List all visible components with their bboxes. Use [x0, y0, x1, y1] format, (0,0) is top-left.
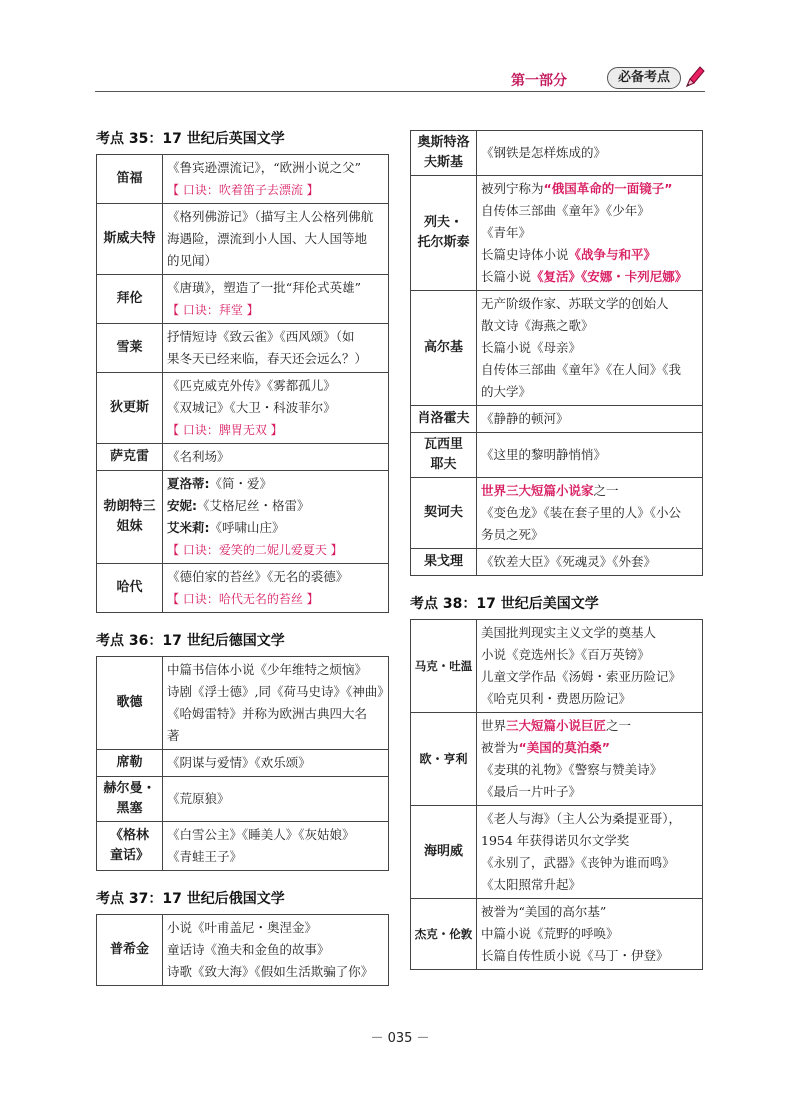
table-row [411, 620, 703, 713]
author-name: 果戈理 [411, 549, 477, 576]
author-name-part: 夫斯基 [423, 155, 463, 170]
text-plain: 之一 [593, 483, 619, 498]
work-line: 《德伯家的苔丝》《无名的裘德》 [167, 569, 349, 584]
table-row [411, 131, 703, 176]
author-name: 狄更斯 [97, 373, 163, 444]
work-line: 《哈姆雷特》并称为欧洲古典四大名 [167, 706, 368, 721]
part-label: 第一部分 [511, 73, 567, 89]
work-line: 的大学》 [481, 384, 532, 399]
author-works [477, 713, 703, 806]
table-row [97, 777, 389, 822]
work-line: 自传体三部曲《童年》《在人间》《我 [481, 362, 682, 377]
author-name: 高尔基 [411, 291, 477, 406]
author-name [97, 777, 163, 822]
section-38-title: 考点 38：17 世纪后美国文学 [410, 596, 599, 612]
table-row [411, 406, 703, 433]
mnemonic: 【 口诀：拜堂 】 [167, 303, 259, 317]
author-name: 笛福 [97, 155, 163, 204]
work-line: 《哈克贝利・费恩历险记》 [481, 691, 632, 706]
author-works [477, 620, 703, 713]
table-row [97, 324, 389, 373]
work-line: 儿童文学作品《汤姆・索亚历险记》 [481, 669, 682, 684]
work-line: 《老人与海》（主人公为桑提亚哥）， [481, 811, 682, 826]
text-plain: 世界 [481, 718, 507, 733]
work-line [167, 517, 385, 539]
work-title: 《呼啸山庄》 [209, 520, 285, 535]
author-name-part: 列夫・ [423, 215, 463, 230]
text-highlight: 三大短篇小说巨匠 [506, 718, 607, 733]
author-name-part: 赫尔曼・ [103, 781, 156, 796]
work-line [167, 495, 385, 517]
table-row [97, 564, 389, 613]
work-line: 《钦差大臣》《死魂灵》《外套》 [481, 554, 657, 569]
work-line: 抒情短诗《致云雀》《西风颂》（如 [167, 329, 355, 344]
table-row [97, 657, 389, 750]
left-column [96, 128, 389, 986]
section-tag: 必备考点 [607, 67, 681, 89]
author-name: 杰克・伦敦 [411, 899, 477, 970]
work-line: 1954 年获得诺贝尔文学奖 [481, 833, 630, 848]
author-works [477, 899, 703, 970]
table-row [97, 204, 389, 275]
work-line: 散文诗《海燕之歌》 [481, 318, 594, 333]
work-line: 的见闻） [167, 253, 218, 268]
author-name: 萨克雷 [97, 444, 163, 471]
work-line: 《荒原狼》 [167, 791, 230, 806]
work-title: 《艾格尼丝・格雷》 [197, 498, 310, 513]
author-name [411, 176, 477, 291]
table-row [97, 822, 389, 871]
table-row [97, 750, 389, 777]
author-works [163, 471, 389, 564]
author-works [163, 275, 389, 324]
author-works [163, 657, 389, 750]
table-row [411, 433, 703, 478]
table-row [411, 478, 703, 549]
author-name: 拜伦 [97, 275, 163, 324]
table-row [97, 373, 389, 444]
author-works [163, 444, 389, 471]
author-name: 雪莱 [97, 324, 163, 373]
table-row [97, 155, 389, 204]
pencil-icon [683, 64, 705, 90]
author-works [163, 564, 389, 613]
author-works [163, 777, 389, 822]
author-name-part: 瓦西里 [423, 437, 463, 452]
table-row [97, 444, 389, 471]
page-header [95, 64, 705, 94]
russian-literature-table-left [96, 914, 389, 986]
work-line [481, 715, 699, 737]
header-rule [95, 91, 705, 92]
work-line: 《匹克威克外传》《雾都孤儿》 [167, 378, 336, 393]
author-name: 契诃夫 [411, 478, 477, 549]
work-line: 《最后一片叶子》 [481, 784, 582, 799]
work-title: 《简・爱》 [209, 476, 273, 491]
table-row [411, 899, 703, 970]
work-line: 长篇自传性质小说《马丁・伊登》 [481, 948, 669, 963]
work-line: 《双城记》《大卫・科波菲尔》 [167, 400, 336, 415]
work-line: 无产阶级作家、苏联文学的创始人 [481, 296, 669, 311]
author-works [477, 478, 703, 549]
table-row [411, 549, 703, 576]
author-works [163, 155, 389, 204]
text-plain: 长篇小说 [481, 269, 532, 284]
mnemonic: 【 口诀：爱笑的二妮儿爱夏天 】 [167, 543, 343, 557]
author-name [411, 433, 477, 478]
work-line [481, 480, 699, 502]
author-name: 马克・吐温 [411, 620, 477, 713]
sister-name: 安妮: [167, 498, 197, 513]
sister-name: 艾米莉: [167, 520, 210, 535]
work-line: 果冬天已经来临，春天还会远么？） [167, 351, 368, 366]
author-name: 欧・亨利 [411, 713, 477, 806]
author-works [163, 373, 389, 444]
text-highlight: 世界三大短篇小说家 [481, 483, 594, 498]
work-line: 《唐璜》，塑造了一批“拜伦式英雄” [167, 280, 362, 295]
right-column [410, 130, 703, 970]
work-line: 中篇书信体小说《少年维特之烦恼》 [167, 662, 368, 677]
work-line: 《阴谋与爱情》《欢乐颂》 [167, 755, 311, 770]
table-row [411, 806, 703, 899]
work-line: 著 [167, 728, 180, 743]
author-name: 海明威 [411, 806, 477, 899]
author-name: 斯威夫特 [97, 204, 163, 275]
section-36-title: 考点 36：17 世纪后德国文学 [96, 633, 285, 649]
work-line: 小说《竞选州长》《百万英镑》 [481, 647, 650, 662]
work-line [481, 244, 699, 266]
work-line: 小说《叶甫盖尼・奥涅金》 [167, 920, 318, 935]
work-line [167, 473, 385, 495]
sister-name: 夏洛蒂: [167, 476, 210, 491]
author-name: 肖洛霍夫 [411, 406, 477, 433]
work-line: 《名利场》 [167, 449, 230, 464]
author-works [477, 549, 703, 576]
text-plain: 之一 [606, 718, 632, 733]
author-works [163, 822, 389, 871]
author-name-part: 耶夫 [430, 457, 457, 472]
work-line: 《鲁宾逊漂流记》，“欧洲小说之父” [167, 160, 362, 175]
author-name-part: 托尔斯泰 [417, 235, 470, 250]
author-works [477, 291, 703, 406]
text-plain: 长篇史诗体小说 [481, 247, 569, 262]
text-highlight: 《复活》《安娜・卡列尼娜》 [531, 269, 688, 284]
text-plain: 被誉为 [481, 740, 519, 755]
table-row [97, 915, 389, 986]
table-row [97, 471, 389, 564]
author-name: 哈代 [97, 564, 163, 613]
table-row [97, 275, 389, 324]
author-name [411, 131, 477, 176]
text-highlight: 《战争与和平》 [568, 247, 657, 262]
text-plain: 被列宁称为 [481, 181, 544, 196]
work-line: 童话诗《渔夫和金鱼的故事》 [167, 942, 330, 957]
text-highlight: “俄国革命的一面镜子” [543, 181, 673, 196]
author-name-part: 奥斯特洛 [417, 135, 470, 150]
work-line: 务员之死》 [481, 527, 544, 542]
work-line: 诗剧《浮士德》,同《荷马史诗》《神曲》 [167, 684, 390, 699]
author-name-part: 童话》 [109, 848, 149, 863]
author-works [477, 131, 703, 176]
table-row [411, 713, 703, 806]
work-line: 《静静的顿河》 [481, 411, 569, 426]
author-name [97, 471, 163, 564]
work-line: 《白雪公主》《睡美人》《灰姑娘》 [167, 827, 355, 842]
work-line: 《麦琪的礼物》《警察与赞美诗》 [481, 762, 663, 777]
work-line: 《这里的黎明静悄悄》 [481, 447, 607, 462]
russian-literature-table-right [410, 130, 703, 576]
work-line: 《青蛙王子》 [167, 849, 243, 864]
work-line [481, 737, 699, 759]
work-line: 被誉为“美国的高尔基” [481, 904, 607, 919]
work-line: 美国批判现实主义文学的奠基人 [481, 625, 657, 640]
author-name-part: 姐妹 [116, 519, 143, 534]
author-name-part: 勃朗特三 [103, 499, 156, 514]
work-line: 《太阳照常升起》 [481, 877, 582, 892]
author-name: 普希金 [97, 915, 163, 986]
author-name [97, 822, 163, 871]
german-literature-table [96, 656, 389, 871]
table-row [411, 176, 703, 291]
section-37-title: 考点 37：17 世纪后俄国文学 [96, 891, 285, 907]
mnemonic: 【 口诀：脾胃无双 】 [167, 423, 283, 437]
work-line: 中篇小说《荒野的呼唤》 [481, 926, 619, 941]
author-works [163, 915, 389, 986]
mnemonic: 【 口诀：哈代无名的苔丝 】 [167, 592, 319, 606]
author-works [477, 806, 703, 899]
table-row [411, 291, 703, 406]
author-name: 席勒 [97, 750, 163, 777]
work-line [481, 266, 699, 288]
author-works [477, 406, 703, 433]
us-literature-table [410, 619, 703, 970]
work-line: 自传体三部曲《童年》《少年》 [481, 203, 650, 218]
work-line: 《青年》 [481, 225, 532, 240]
author-works [477, 433, 703, 478]
work-line: 海遇险，漂流到小人国、大人国等地 [167, 231, 368, 246]
uk-literature-table [96, 154, 389, 613]
section-35-title: 考点 35：17 世纪后英国文学 [96, 131, 285, 147]
author-name-part: 《格林 [109, 828, 149, 843]
work-line: 《钢铁是怎样炼成的》 [481, 145, 607, 160]
work-line: 诗歌《致大海》《假如生活欺骗了你》 [167, 964, 374, 979]
work-line [481, 178, 699, 200]
mnemonic: 【 口诀：吹着笛子去漂流 】 [167, 183, 319, 197]
work-line: 《格列佛游记》（描写主人公格列佛航 [167, 209, 374, 224]
author-name: 歌德 [97, 657, 163, 750]
author-works [163, 324, 389, 373]
author-name-part: 黑塞 [116, 801, 143, 816]
work-line: 《变色龙》《装在套子里的人》《小公 [481, 505, 682, 520]
author-works [477, 176, 703, 291]
author-works [163, 204, 389, 275]
text-highlight: “美国的莫泊桑” [518, 740, 610, 755]
work-line: 长篇小说《母亲》 [481, 340, 582, 355]
work-line: 《永别了，武器》《丧钟为谁而鸣》 [481, 855, 675, 870]
author-works [163, 750, 389, 777]
page-number: － 035 － [370, 1031, 430, 1046]
